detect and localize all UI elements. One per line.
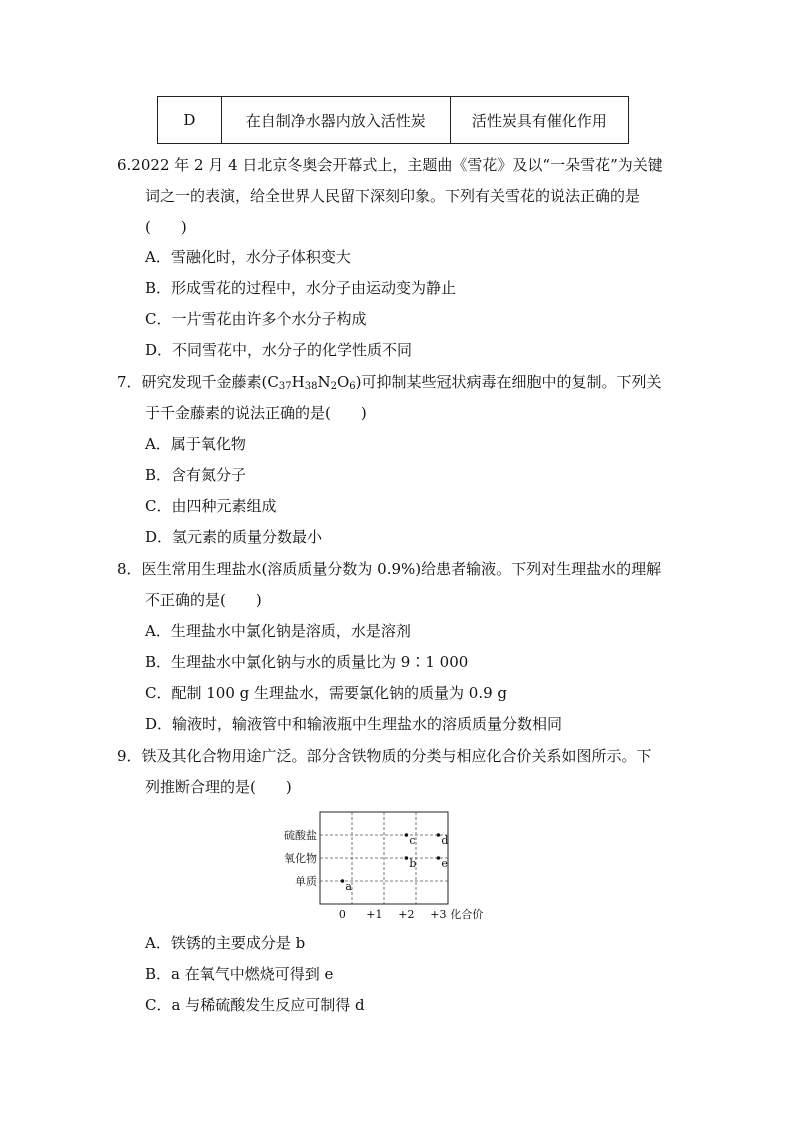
- formula-n: N: [317, 373, 331, 391]
- chart-svg: [270, 802, 510, 922]
- q7-stem-pre: 7．研究发现千金藤素(C: [117, 373, 279, 391]
- q6-stem-line3: ( ): [145, 218, 187, 236]
- q6-stem-line2: 词之一的表演，给全世界人民留下深刻印象。下列有关雪花的说法正确的是: [145, 187, 641, 205]
- q9-option-b: B．a 在氧气中燃烧可得到 e: [145, 965, 334, 983]
- data-label-b: b: [409, 857, 417, 870]
- q8-option-c: C．配制 100 g 生理盐水，需要氯化钠的质量为 0.9 g: [145, 684, 508, 702]
- table-cell-explanation: 活性炭具有催化作用: [471, 111, 607, 130]
- data-label-a: a: [345, 880, 352, 893]
- y-tick-label: 氧化物: [284, 852, 317, 865]
- x-axis-label: 化合价: [450, 908, 484, 921]
- answer-table-row: [157, 96, 629, 144]
- q7-stem-line1: [117, 372, 661, 397]
- data-label-d: d: [441, 834, 449, 847]
- q6-option-a: A．雪融化时，水分子体积变大: [145, 248, 351, 266]
- y-tick-label: 硫酸盐: [284, 829, 317, 842]
- q8-option-b: B．生理盐水中氯化钠与水的质量比为 9∶1 000: [145, 653, 469, 671]
- formula-sub-o: 6: [349, 381, 356, 392]
- q8-stem-line2: 不正确的是( ): [145, 591, 262, 609]
- q7-option-c: C．由四种元素组成: [145, 497, 277, 515]
- x-tick-label: +1: [366, 908, 383, 921]
- q6-option-c: C．一片雪花由许多个水分子构成: [145, 310, 367, 328]
- data-label-e: e: [441, 857, 448, 870]
- formula-sub-c: 37: [278, 381, 292, 392]
- data-point-e: [437, 856, 441, 860]
- q7-stem-line2: 于千金藤素的说法正确的是( ): [145, 404, 367, 422]
- table-cell-operation: 在自制净水器内放入活性炭: [222, 97, 451, 143]
- q9-option-c: C．a 与稀硫酸发生反应可制得 d: [145, 996, 365, 1014]
- iron-valence-chart: [270, 802, 510, 922]
- q6-stem-line1: 6.2022 年 2 月 4 日北京冬奥会开幕式上，主题曲《雪花》及以“一朵雪花”为关键: [117, 156, 663, 174]
- table-cell-option: D: [158, 97, 222, 143]
- data-point-d: [437, 833, 441, 837]
- x-tick-label: +3: [430, 908, 447, 921]
- q8-stem-line1: 8．医生常用生理盐水(溶质质量分数为 0.9%)给患者输液。下列对生理盐水的理解: [117, 560, 662, 578]
- formula-h: H: [291, 373, 305, 391]
- data-point-c: [405, 833, 409, 837]
- q6-option-b: B．形成雪花的过程中，水分子由运动变为静止: [145, 279, 457, 297]
- data-point-a: [341, 879, 345, 883]
- x-tick-label: 0: [338, 908, 346, 921]
- y-tick-label: 单质: [295, 875, 317, 888]
- q7-option-d: D．氢元素的质量分数最小: [145, 528, 323, 546]
- data-point-b: [405, 856, 409, 860]
- formula-o: O: [336, 373, 350, 391]
- formula-sub-h: 38: [304, 381, 318, 392]
- q6-option-d: D．不同雪花中，水分子的化学性质不同: [145, 341, 413, 359]
- formula-sub-n: 2: [330, 381, 337, 392]
- q9-option-a: A．铁锈的主要成分是 b: [145, 934, 306, 952]
- q8-option-a: A．生理盐水中氯化钠是溶质，水是溶剂: [145, 622, 411, 640]
- q9-stem-line1: 9．铁及其化合物用途广泛。部分含铁物质的分类与相应化合价关系如图所示。下: [117, 747, 652, 765]
- q7-option-a: A．属于氧化物: [145, 435, 246, 453]
- q7-option-b: B．含有氮分子: [145, 466, 247, 484]
- q8-option-d: D．输液时，输液管中和输液瓶中生理盐水的溶质质量分数相同: [145, 715, 563, 733]
- data-label-c: c: [409, 834, 416, 847]
- x-tick-label: +2: [398, 908, 415, 921]
- q7-stem-post: )可抑制某些冠状病毒在细胞中的复制。下列关: [355, 373, 662, 391]
- q9-stem-line2: 列推断合理的是( ): [145, 778, 292, 796]
